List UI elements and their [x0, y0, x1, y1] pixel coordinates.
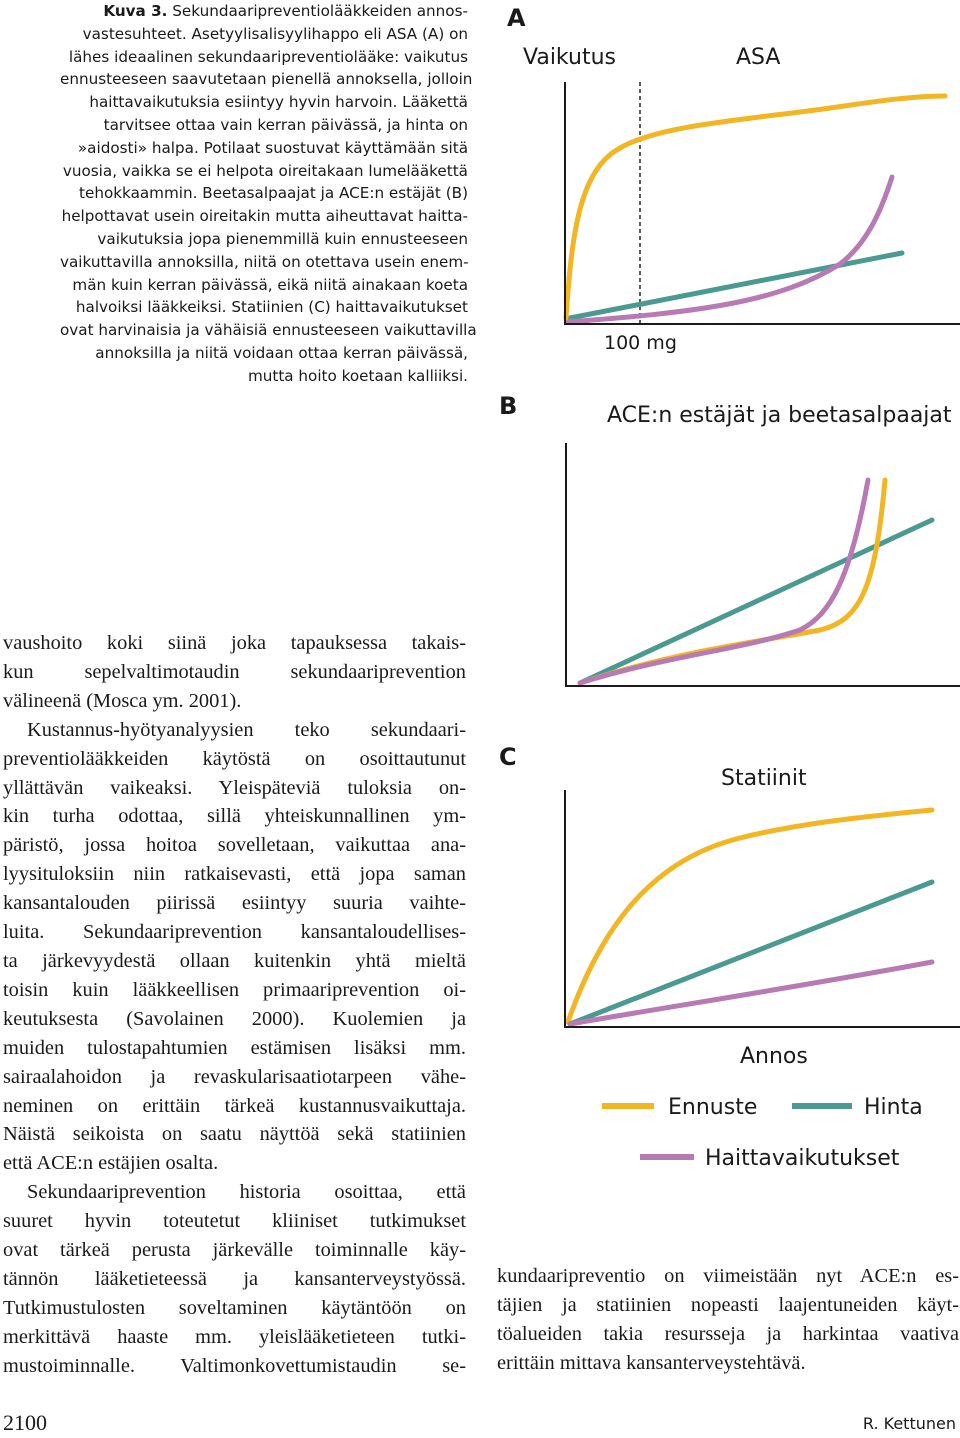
text-line: sairaalahoidon ja revaskularisaatiotarpeen vähe- [3, 1065, 466, 1088]
caption-line: Sekundaaripreventiolääkkeiden annos- [172, 2, 468, 20]
left-column-text [3, 629, 466, 1381]
caption-label: Kuva 3. [103, 2, 168, 20]
page-number: 2100 [3, 1410, 47, 1435]
panel-a-y-label: Vaikutus [523, 45, 616, 70]
text-line: kansantalouden piirissä esiintyy suuria vaihte- [3, 892, 466, 915]
text-line: merkittävä haaste mm. yleislääketieteen tutki- [3, 1325, 466, 1348]
legend-haitta-label: Haittavaikutukset [705, 1146, 900, 1171]
text-line: kundaaripreventio on viimeistään nyt ACE:n es- [497, 1265, 959, 1287]
panel-a-hinta-curve [570, 253, 902, 318]
paragraph [3, 629, 466, 716]
caption-line: annoksilla ja niitä voidaan ottaa kerran päivässä, [95, 343, 468, 362]
text-line: että ACE:n estäjien osalta. [3, 1152, 219, 1175]
caption-line: ovat harvinaisia ja vähäisiä ennusteeseen vaikuttavilla [60, 321, 477, 340]
caption-line: mutta hoito koetaan kalliiksi. [247, 366, 468, 385]
text-line: ta järkevyydestä ollaan kuitenkin yhtä mieltä [3, 949, 466, 972]
caption-line: »aidosti» halpa. Potilaat suostuvat käyttämään sitä [77, 138, 468, 157]
caption-line: halvoiksi lääkkeiksi. Statiinien (C) haittavaikutukset [75, 298, 468, 317]
text-line: päristö, jossa hoitoa sovelletaan, vaikuttaa ana- [3, 834, 466, 857]
panel-a-haitta-curve [568, 177, 892, 322]
text-line: tännön lääketieteessä ja kansanterveystyössä. [3, 1267, 466, 1290]
panel-b-title: ACE:n estäjät ja beetasalpaajat [607, 403, 952, 428]
text-line: toisin kuin lääkkeellisen primaariprevention oi- [3, 978, 466, 1001]
panel-c-letter: C [499, 743, 517, 771]
caption-line: haittavaikutuksia esiintyy hyvin harvoin. Lääkettä [89, 93, 468, 112]
caption-line: lähes ideaalinen sekundaaripreventiolääke: vaikutus [68, 47, 468, 66]
panel-c-x-label: Annos [740, 1044, 808, 1069]
text-line: lyysituloksiin niin ratkaisevasti, että jopa saman [3, 863, 466, 886]
panel-c-hinta-curve [570, 882, 932, 1024]
text-line: kun sepelvaltimotaudin sekundaariprevention [3, 660, 466, 683]
text-line: ovat tärkeä perusta järkevälle toiminnalle käy- [3, 1239, 466, 1262]
panel-b-haitta-curve [580, 480, 868, 683]
text-line: töalueiden takia resursseja ja harkintaa vaativa [497, 1322, 959, 1345]
text-line: muiden tulostapahtumien estämisen lisäksi mm. [3, 1036, 466, 1059]
panel-a-dose-label: 100 mg [604, 332, 677, 354]
text-line: neminen on erittäin tärkeä kustannusvaikuttaja. [3, 1094, 466, 1117]
caption-line: vaikutuksia jopa pienemmillä kuin ennusteeseen [97, 229, 468, 248]
text-line: Näistä seikoista on saatu näyttöä sekä statiinien [3, 1123, 466, 1146]
text-line: keutuksesta (Savolainen 2000). Kuolemien ja [3, 1007, 466, 1030]
text-line: yllättävän vaikeaksi. Yleispäteviä tuloksia on- [3, 776, 466, 799]
text-line: Tutkimustulosten soveltaminen käytäntöön on [3, 1296, 466, 1319]
text-line: luita. Sekundaariprevention kansantaloudellises- [3, 921, 466, 944]
panel-a-letter: A [507, 4, 526, 32]
text-line: Kustannus-hyötyanalyysien teko sekundaari- [27, 718, 466, 741]
caption-line: helpottavat usein oireitakin mutta aiheuttavat haitta- [61, 207, 468, 226]
paragraph [3, 716, 466, 1179]
caption-line: tarvitsee ottaa vain kerran päivässä, ja hinta on [103, 115, 468, 134]
text-line: Sekundaariprevention historia osoittaa, että [27, 1181, 466, 1204]
figure-caption [60, 0, 477, 388]
panel-a-title: ASA [736, 45, 781, 70]
panel-c-ennuste-curve [568, 810, 932, 1022]
text-line: mustoiminnalle. Valtimonkovettumistaudin se- [3, 1354, 466, 1377]
paragraph [3, 1178, 466, 1380]
caption-line: tehokkaammin. Beetasalpaajat ja ACE:n estäjät (B) [79, 184, 468, 203]
caption-line: män kuin kerran päivässä, eikä niitä ainakaan koeta [72, 275, 468, 294]
legend-ennuste-label: Ennuste [668, 1095, 758, 1120]
panel-a-ennuste-curve [566, 96, 945, 318]
panel-c-title: Statiinit [721, 766, 807, 791]
text-line: vaushoito koki siinä joka tapauksessa takais- [3, 632, 466, 654]
caption-line: vaikuttavilla annoksilla, niitä on otettava usein enem- [60, 252, 469, 271]
text-line: suuret hyvin toteutetut kliiniset tutkimukset [3, 1210, 466, 1233]
caption-line: vuosia, vaikka se ei helpota oireitakaan lumelääkettä [62, 161, 468, 180]
panel-b-letter: B [499, 392, 518, 420]
caption-line: ennusteeseen saavutetaan pienellä annoksella, jolloin [60, 70, 473, 89]
right-column-text [497, 1262, 959, 1378]
panel-c-haitta-curve [570, 962, 932, 1024]
dose-response-figure [480, 0, 960, 1200]
text-line: välineenä (Mosca ym. 2001). [3, 689, 242, 712]
text-line: täjien ja statiinien nopeasti laajentuneiden käyt- [497, 1293, 959, 1316]
text-line: erittäin mittava kansanterveystehtävä. [497, 1351, 806, 1374]
text-line: preventiolääkkeiden käytöstä on osoittautunut [3, 747, 466, 770]
text-line: kin turha odottaa, sillä yhteiskunnallinen ym- [3, 805, 466, 828]
legend-hinta-label: Hinta [864, 1095, 923, 1120]
author-name: R. Kettunen [862, 1414, 956, 1433]
caption-line: vastesuhteet. Asetyylisalisyylihappo eli ASA (A) on [82, 24, 468, 43]
